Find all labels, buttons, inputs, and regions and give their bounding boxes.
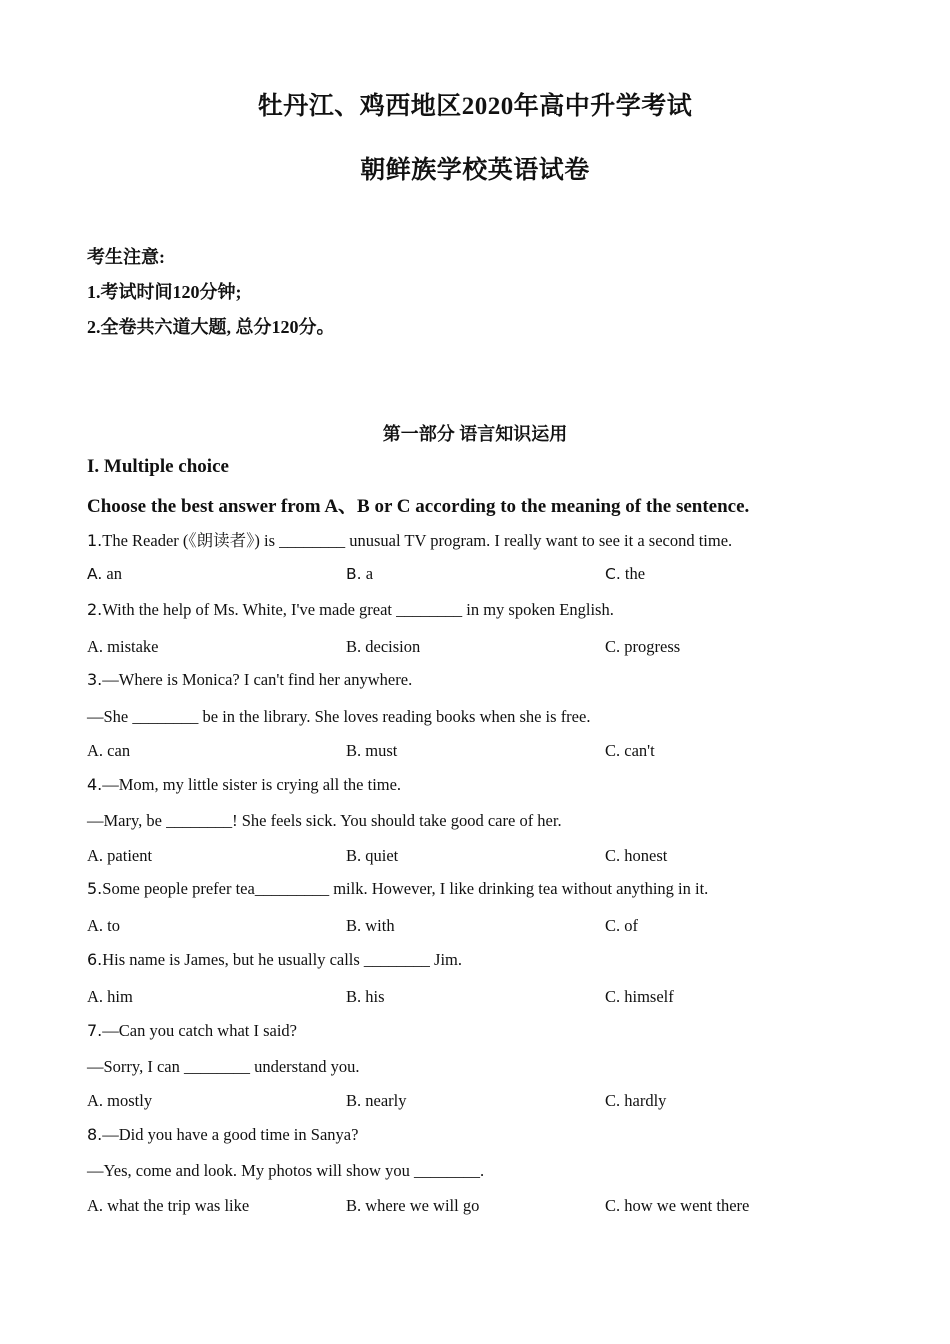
question-8-response: —Yes, come and look. My photos will show you ________. [87,1161,485,1180]
option-text: of [620,916,639,935]
question-text: —Where is Monica? I can't find her anywhere. [102,670,413,689]
option-text: with [361,916,395,935]
question-number: 4. [87,775,103,794]
question-5-option-b[interactable] [346,916,395,936]
question-2-option-a[interactable] [87,637,159,657]
question-4-stem [87,775,401,795]
question-4-option-a[interactable] [87,846,152,866]
part-heading: 第一部分 语言知识运用 [382,424,568,444]
question-7-option-c[interactable] [605,1091,666,1111]
question-number: 7. [87,1021,103,1040]
option-letter: B. [346,846,362,865]
question-3-stem [87,670,412,690]
question-number: 5. [87,879,103,898]
question-2-option-c[interactable] [605,637,680,657]
question-7-option-b[interactable] [346,1091,407,1111]
exam-subtitle: 朝鲜族学校英语试卷 [360,157,590,184]
question-8-option-b[interactable] [346,1196,479,1216]
question-3-option-c[interactable] [605,741,655,761]
question-text: —Mom, my little sister is crying all the time. [102,775,402,794]
option-text: decision [361,637,421,656]
question-number: 8. [87,1125,103,1144]
option-text: an [102,564,122,583]
option-text: must [361,741,398,760]
option-letter: B. [346,741,362,760]
option-text: quiet [361,846,399,865]
question-8-stem [87,1125,358,1145]
option-text: progress [620,637,681,656]
question-3-option-a[interactable] [87,741,130,761]
option-letter: C. [605,637,621,656]
question-3-response: —She ________ be in the library. She loves reading books when she is free. [87,707,591,726]
option-letter: B. [346,987,362,1006]
question-text: Some people prefer tea_________ milk. However, I like drinking tea without anything in it. [102,879,709,898]
question-1-option-c[interactable] [605,564,645,584]
option-letter: C. [605,846,621,865]
question-2-stem [87,600,614,620]
option-text: can [103,741,131,760]
option-text: can't [620,741,655,760]
question-6-option-c[interactable] [605,987,674,1007]
question-text: The Reader (《朗读者》) is ________ unusual TV program. I really want to see it a second time. [102,531,733,550]
question-3-option-b[interactable] [346,741,397,761]
question-text: —Did you have a good time in Sanya? [102,1125,359,1144]
option-text: patient [103,846,153,865]
question-number: 1. [87,531,103,550]
question-4-response: —Mary, be ________! She feels sick. You should take good care of her. [87,811,562,830]
option-letter: B. [346,565,362,583]
option-letter: A. [87,565,103,583]
option-letter: A. [87,916,104,935]
question-6-option-a[interactable] [87,987,133,1007]
question-5-stem [87,879,708,899]
notice-heading: 考生注意: [87,247,165,267]
question-5-option-c[interactable] [605,916,638,936]
question-1-option-b[interactable] [346,564,373,584]
option-text: hardly [620,1091,667,1110]
question-text: —Can you catch what I said? [102,1021,297,1040]
question-text: With the help of Ms. White, I've made great ________ in my spoken English. [102,600,614,619]
option-letter: A. [87,987,104,1006]
option-letter: B. [346,916,362,935]
question-4-option-b[interactable] [346,846,398,866]
option-text: where we will go [361,1196,480,1215]
option-letter: C. [605,916,621,935]
question-1-stem [87,527,732,551]
question-7-option-a[interactable] [87,1091,152,1111]
option-letter: C. [605,987,621,1006]
question-number: 6. [87,950,103,969]
option-text: what the trip was like [103,1196,250,1215]
option-letter: A. [87,637,104,656]
question-5-option-a[interactable] [87,916,120,936]
option-text: how we went there [620,1196,750,1215]
notice-item-score: 2.全卷共六道大题, 总分120分。 [87,317,335,337]
option-text: the [620,564,646,583]
exam-title: 牡丹江、鸡西地区2020年高中升学考试 [257,93,693,120]
option-text: himself [620,987,674,1006]
option-text: his [361,987,385,1006]
option-letter: A. [87,1196,104,1215]
option-letter: C. [605,1196,621,1215]
question-8-option-c[interactable] [605,1196,749,1216]
option-text: mistake [103,637,159,656]
section-title: I. Multiple choice [87,456,229,477]
question-1-option-a[interactable] [87,564,122,584]
question-6-option-b[interactable] [346,987,385,1007]
option-text: him [103,987,133,1006]
section-instruction: Choose the best answer from A、B or C according to the meaning of the sentence. [87,496,750,517]
question-7-stem [87,1021,297,1041]
option-letter: C. [605,1091,621,1110]
option-text: a [361,564,374,583]
question-number: 3. [87,670,103,689]
question-2-option-b[interactable] [346,637,420,657]
option-letter: B. [346,1196,362,1215]
option-text: to [103,916,121,935]
question-6-stem [87,950,462,970]
option-letter: A. [87,741,104,760]
option-letter: A. [87,846,104,865]
question-7-response: —Sorry, I can ________ understand you. [87,1057,360,1076]
question-text: His name is James, but he usually calls ________ Jim. [102,950,463,969]
option-letter: C. [605,741,621,760]
option-text: mostly [103,1091,153,1110]
option-letter: A. [87,1091,104,1110]
option-letter: B. [346,637,362,656]
option-letter: C. [605,565,621,583]
notice-item-time: 1.考试时间120分钟; [87,282,242,302]
option-letter: B. [346,1091,362,1110]
question-8-option-a[interactable] [87,1196,249,1216]
option-text: honest [620,846,668,865]
question-number: 2. [87,600,103,619]
option-text: nearly [361,1091,407,1110]
question-4-option-c[interactable] [605,846,667,866]
